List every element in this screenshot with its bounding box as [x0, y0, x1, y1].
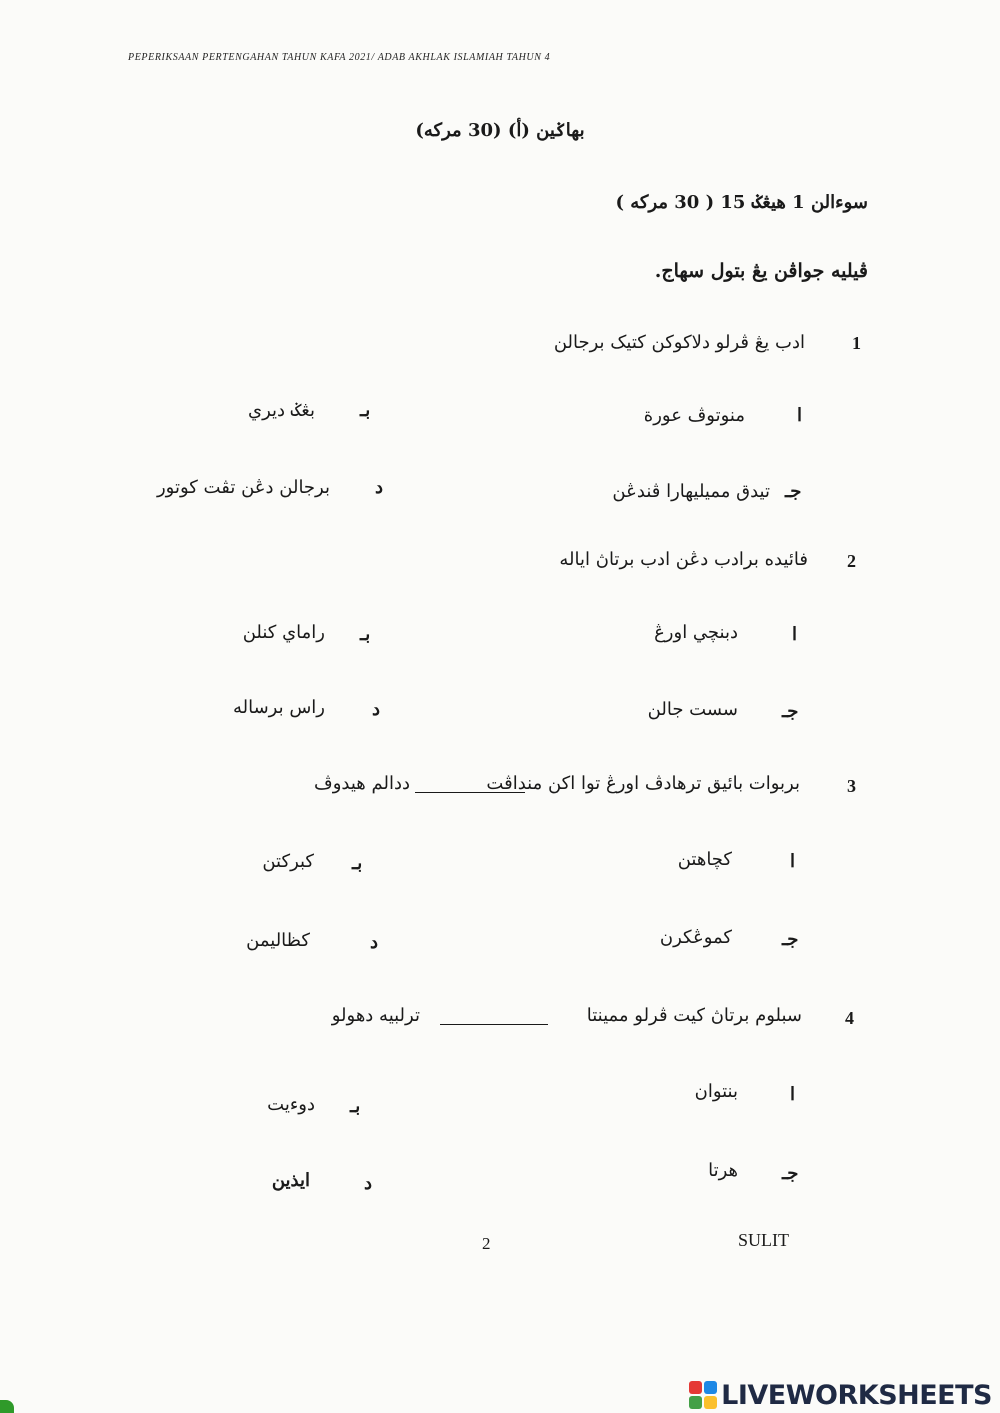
option-text[interactable]: منوتوڤ عورة: [643, 405, 745, 426]
question-text-end: ددالم هيدوڤ: [314, 773, 410, 794]
option-text[interactable]: دوءيت: [267, 1094, 315, 1115]
exam-header: PEPERIKSAAN PERTENGAHAN TAHUN KAFA 2021/ ADAB AKHLAK ISLAMIAH TAHUN 4: [128, 52, 551, 63]
option-text[interactable]: برجالن دڠن تڤت کوتور: [156, 477, 330, 498]
option-letter: جـ: [782, 1163, 799, 1184]
question-number: 4: [845, 1008, 854, 1028]
page-number: 2: [482, 1234, 491, 1253]
liveworksheets-watermark: [689, 1378, 992, 1412]
question-number: 3: [847, 776, 856, 796]
watermark-text: LIVEWORKSHEETS: [721, 1379, 992, 1411]
option-text[interactable]: بنتوان: [694, 1081, 738, 1102]
option-text[interactable]: دبنچي اورڠ: [654, 622, 738, 643]
option-letter: ا: [797, 405, 803, 426]
option-letter: د: [364, 1173, 373, 1194]
option-letter: د: [370, 932, 379, 953]
question-text: بربوات بائيق ترهادڤ اورڠ توا اکن منداڤت: [486, 773, 800, 794]
option-letter: بـ: [360, 624, 371, 645]
option-text[interactable]: کموڠکرن: [659, 927, 732, 948]
question-text: فائيده برادب دڠن ادب برتاڽ اياله: [559, 549, 808, 570]
section-title: بهاݢين (أ) (30 مركه): [415, 120, 585, 141]
option-text[interactable]: هرتا: [708, 1160, 738, 1181]
option-letter: بـ: [360, 400, 371, 421]
answer-blank[interactable]: [415, 792, 525, 793]
option-letter: بـ: [352, 853, 363, 874]
option-letter: ا: [790, 1084, 796, 1105]
sulit-label: SULIT: [738, 1230, 789, 1250]
liveworksheets-logo-icon: [689, 1381, 717, 1409]
option-letter: د: [372, 699, 381, 720]
option-text[interactable]: راس برساله: [232, 697, 325, 718]
instruction: ڤيليه جواڤن يڠ بتول سهاج.: [654, 260, 868, 282]
option-text[interactable]: ايذين: [271, 1170, 310, 1191]
option-letter: د: [375, 477, 384, 498]
option-text[interactable]: کچاهتن: [677, 849, 732, 870]
question-number: 2: [847, 551, 856, 571]
option-letter: جـ: [782, 701, 799, 722]
option-text[interactable]: کبرکتن: [262, 851, 314, 872]
option-text[interactable]: راماي کنلن: [242, 622, 325, 643]
question-heading: سوءالن 1 هيڠݢ 15 ( 30 مركه ): [615, 192, 868, 213]
option-text[interactable]: سست جالن: [647, 699, 738, 720]
option-letter: ا: [792, 624, 798, 645]
question-text-end: ترلبيه دهولو: [331, 1005, 420, 1026]
option-letter: ا: [790, 851, 796, 872]
answer-blank[interactable]: [440, 1024, 548, 1025]
option-text[interactable]: بڠݢ ديري: [247, 400, 315, 421]
corner-decoration: [0, 1400, 14, 1413]
option-letter: جـ: [782, 929, 799, 950]
option-text[interactable]: تيدق مميليهارا ڤندڠن: [612, 481, 770, 502]
question-text: ادب يڠ ڤرلو دلاکوکن کتيک برجالن: [553, 332, 805, 353]
option-letter: بـ: [350, 1096, 361, 1117]
question-text: سبلوم برتاڽ کيت ڤرلو ممينتا: [586, 1005, 802, 1026]
option-letter: جـ: [785, 481, 802, 502]
option-text[interactable]: کظاليمن: [246, 930, 310, 951]
question-number: 1: [852, 333, 861, 353]
